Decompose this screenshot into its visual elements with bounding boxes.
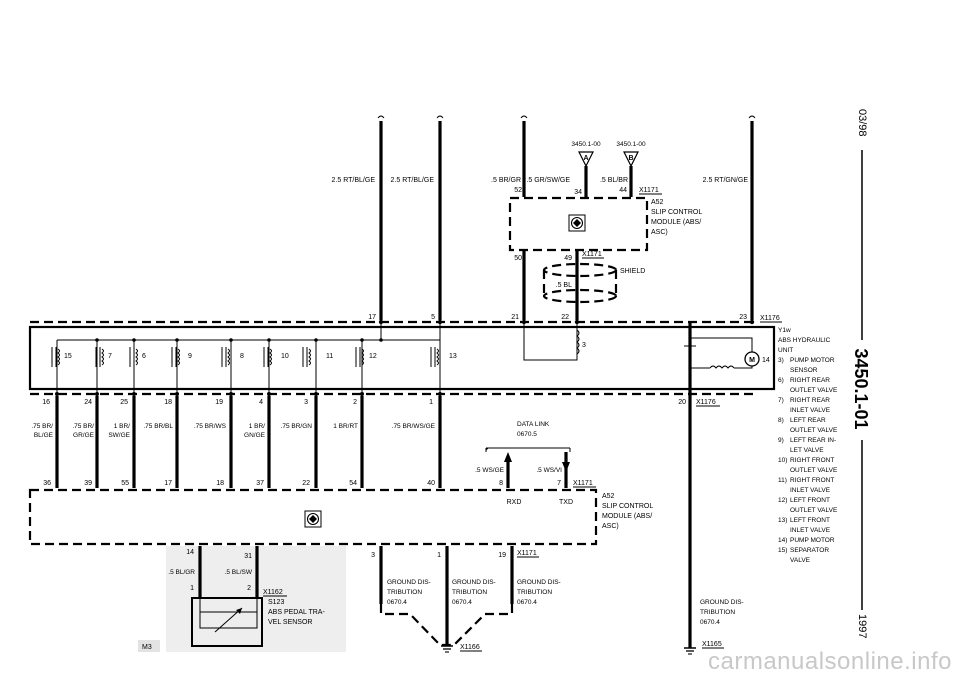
- legend-num: 12): [778, 497, 788, 504]
- module-bottom-line-4: ASC): [602, 523, 619, 530]
- connector-x1171-top: X1171: [639, 187, 659, 194]
- pump-motor-icon: [684, 338, 759, 368]
- pedal-sensor-line-1: S123: [268, 599, 285, 606]
- connector-x1162: X1162: [263, 589, 283, 596]
- right-ground-line-2: TRIBUTION: [700, 609, 736, 616]
- pin-37: 37: [256, 480, 264, 487]
- ground-2-line-3: 0670.4: [452, 599, 472, 606]
- pin-44: 44: [619, 187, 627, 194]
- hydraulic-legend: [778, 357, 838, 564]
- legend-line: LEFT REAR IN-: [790, 437, 837, 444]
- legend-line: SENSOR: [790, 367, 818, 374]
- ground-1-line-1: GROUND DIS-: [387, 579, 431, 586]
- ref-a-letter: A: [583, 155, 589, 162]
- legend-num: 11): [778, 477, 787, 484]
- ground-3-line-3: 0670.4: [517, 599, 537, 606]
- module-bottom-line-1: A52: [602, 493, 615, 500]
- ground-pin-19: 19: [498, 552, 506, 559]
- pin-34: 34: [574, 189, 582, 196]
- wire-label: .75 BR/WS: [193, 423, 226, 430]
- txd-wire-label: .5 WS/VI: [536, 467, 562, 474]
- hydraulic-title-2: ABS HYDRAULIC: [778, 337, 831, 344]
- pedal-wire-2: .5 BL/SW: [224, 569, 252, 576]
- legend-line: OUTLET VALVE: [790, 507, 838, 514]
- legend-line: INLET VALVE: [790, 487, 831, 494]
- module-top-line-4: ASC): [651, 229, 668, 236]
- data-link-line-1: DATA LINK: [517, 421, 550, 428]
- wire-label: GR/GE: [73, 432, 94, 439]
- motor-number: 14: [762, 357, 770, 364]
- ground-1-line-2: TRIBUTION: [387, 589, 423, 596]
- pin-39: 39: [84, 480, 92, 487]
- legend-line: PUMP MOTOR: [790, 537, 835, 544]
- pedal-pin-14: 14: [186, 549, 194, 556]
- pin-18b: 18: [216, 480, 224, 487]
- pin-2: 2: [353, 399, 357, 406]
- ground-symbol-icon: [684, 648, 696, 654]
- data-link: [475, 421, 596, 488]
- pedal-wire-1: .5 BL/GR: [168, 569, 195, 576]
- legend-num: 6): [778, 377, 784, 384]
- pin-22: 22: [561, 314, 569, 321]
- module-bottom-line-2: SLIP CONTROL: [602, 503, 654, 510]
- wire-label: .75 BR/: [31, 423, 53, 430]
- pedal-pin-2: 2: [247, 585, 251, 592]
- valve-15: 15: [64, 353, 72, 360]
- svg-text:M: M: [749, 357, 755, 364]
- txd-pin: 7: [557, 480, 561, 487]
- legend-line: OUTLET VALVE: [790, 387, 838, 394]
- pin-16: 16: [42, 399, 50, 406]
- wire-label: .75 BR/GN: [280, 423, 312, 430]
- ground-distribution: [371, 546, 744, 654]
- legend-num: 15): [778, 547, 788, 554]
- legend-num: 10): [778, 457, 788, 464]
- connector-x1176-top: X1176: [760, 315, 780, 322]
- wire-label: 1 BR/: [113, 423, 130, 430]
- pin-49: 49: [564, 255, 572, 262]
- legend-line: PUMP MOTOR: [790, 357, 835, 364]
- slip-control-module-bottom: [30, 490, 653, 544]
- pin-50: 50: [514, 255, 522, 262]
- wire-label-rt-bl-ge-1: 2.5 RT/BL/GE: [331, 177, 375, 184]
- valve-12: 12: [369, 353, 377, 360]
- ground-pin-1: 1: [437, 552, 441, 559]
- reference-arrows: [571, 141, 646, 197]
- pin-18: 18: [164, 399, 172, 406]
- wire-label: GN/GE: [244, 432, 265, 439]
- pin-17b: 17: [164, 480, 172, 487]
- valve-13: 13: [449, 353, 457, 360]
- legend-line: RIGHT REAR: [790, 397, 830, 404]
- wire-label: 1 BR/RT: [333, 423, 358, 430]
- valve-8: 8: [240, 353, 244, 360]
- module-bottom-line-3: MODULE (ABS/: [602, 513, 653, 520]
- legend-line: OUTLET VALVE: [790, 427, 838, 434]
- wire-label: .75 BR/: [72, 423, 94, 430]
- legend-num: 9): [778, 437, 784, 444]
- wire-label: SW/GE: [108, 432, 130, 439]
- connector-x1166: X1166: [460, 644, 480, 651]
- rxd-wire-label: .5 WS/GE: [475, 467, 504, 474]
- shield-label: SHIELD: [620, 268, 646, 275]
- wire-label: .75 BR/WS/GE: [391, 423, 435, 430]
- pin-5: 5: [431, 314, 435, 321]
- legend-line: INLET VALVE: [790, 407, 831, 414]
- ground-2-line-2: TRIBUTION: [452, 589, 488, 596]
- legend-line: LEFT FRONT: [790, 497, 830, 504]
- watermark: carmanualsonline.info: [708, 648, 952, 675]
- pin-54: 54: [349, 480, 357, 487]
- wire-label: BL/GE: [33, 432, 53, 439]
- wire-label-bl-br: .5 BL/BR: [599, 177, 628, 184]
- connector-x1171-data: X1171: [573, 480, 593, 487]
- connector-x1171-shield: X1171: [582, 251, 602, 258]
- txd-arrow-icon: [562, 462, 570, 472]
- page-tag: M3: [142, 644, 152, 651]
- legend-line: RIGHT FRONT: [790, 477, 835, 484]
- module-top-line-2: SLIP CONTROL: [651, 209, 703, 216]
- side-date: 03/98: [856, 109, 868, 137]
- legend-num: 7): [778, 397, 784, 404]
- pin-23: 23: [739, 314, 747, 321]
- valve-7: 7: [108, 353, 112, 360]
- wire-label-bl: .5 BL: [555, 282, 572, 289]
- rxd-pin: 8: [499, 480, 503, 487]
- module-top-line-3: MODULE (ABS/: [651, 219, 702, 226]
- legend-line: LEFT REAR: [790, 417, 826, 424]
- wire-label: 1 BR/: [248, 423, 265, 430]
- legend-line: LET VALVE: [790, 447, 824, 454]
- legend-num: 13): [778, 517, 788, 524]
- ground-pin-3: 3: [371, 552, 375, 559]
- ground-1-line-3: 0670.4: [387, 599, 407, 606]
- valve-6: 6: [142, 353, 146, 360]
- ground-3-line-1: GROUND DIS-: [517, 579, 561, 586]
- connector-x1165: X1165: [702, 641, 722, 648]
- ref-b-label: 3450.1-00: [616, 141, 646, 148]
- pedal-pin-31: 31: [244, 553, 252, 560]
- pin-3: 3: [304, 399, 308, 406]
- data-link-line-2: 0670.5: [517, 431, 537, 438]
- pin-40: 40: [427, 480, 435, 487]
- legend-line: VALVE: [790, 557, 810, 564]
- slip-control-module-top: [510, 177, 702, 324]
- pin-52: 52: [514, 187, 522, 194]
- pedal-sensor-line-2: ABS PEDAL TRA-: [268, 609, 325, 616]
- valve-9: 9: [188, 353, 192, 360]
- sensor-number: 3: [582, 342, 586, 349]
- txd-label: TXD: [559, 499, 573, 506]
- side-year: 1997: [856, 614, 868, 639]
- legend-num: 14): [778, 537, 788, 544]
- hydraulic-title-1: Y1w: [778, 327, 791, 334]
- valve-10: 10: [281, 353, 289, 360]
- pin-24: 24: [84, 399, 92, 406]
- ref-a-label: 3450.1-00: [571, 141, 601, 148]
- legend-num: 3): [778, 357, 784, 364]
- pin-22b: 22: [302, 480, 310, 487]
- hydraulic-title-3: UNIT: [778, 347, 794, 354]
- legend-line: RIGHT REAR: [790, 377, 830, 384]
- ground-symbol-icon: [441, 646, 453, 652]
- pin-36: 36: [43, 480, 51, 487]
- connector-x1171-ground: X1171: [517, 550, 537, 557]
- wire-label-gr-sw-ge: .5 GR/SW/GE: [526, 177, 570, 184]
- pin-55: 55: [121, 480, 129, 487]
- pin-17: 17: [368, 314, 376, 321]
- module-icon: [569, 215, 585, 231]
- module-top-line-1: A52: [651, 199, 664, 206]
- legend-line: RIGHT FRONT: [790, 457, 835, 464]
- ground-3-line-2: TRIBUTION: [517, 589, 553, 596]
- pin-19: 19: [215, 399, 223, 406]
- pedal-travel-sensor: [138, 546, 346, 652]
- side-doc-number: 3450.1-01: [851, 348, 871, 430]
- pedal-sensor-line-3: VEL SENSOR: [268, 619, 313, 626]
- legend-line: OUTLET VALVE: [790, 467, 838, 474]
- wire-label-rt-gn-ge: 2.5 RT/GN/GE: [702, 177, 748, 184]
- middle-wires: [31, 322, 720, 648]
- pin-1: 1: [429, 399, 433, 406]
- rxd-label: RXD: [506, 499, 522, 506]
- legend-line: INLET VALVE: [790, 527, 831, 534]
- right-ground-line-1: GROUND DIS-: [700, 599, 744, 606]
- hydraulic-unit: [30, 315, 838, 564]
- ground-2-line-1: GROUND DIS-: [452, 579, 496, 586]
- ref-b-letter: B: [628, 155, 634, 162]
- pin-21: 21: [511, 314, 519, 321]
- wire-label: .75 BR/BL: [143, 423, 173, 430]
- module-icon: [305, 511, 321, 527]
- wire-label-br-gr: .5 BR/GR: [491, 177, 521, 184]
- legend-line: SEPARATOR: [790, 547, 830, 554]
- connector-x1176-bottom: X1176: [696, 399, 716, 406]
- legend-num: 8): [778, 417, 784, 424]
- pin-25: 25: [120, 399, 128, 406]
- pin-4: 4: [259, 399, 263, 406]
- wire-label-rt-bl-ge-2: 2.5 RT/BL/GE: [390, 177, 434, 184]
- pedal-pin-1: 1: [190, 585, 194, 592]
- right-ground-line-3: 0670.4: [700, 619, 720, 626]
- internal-wiring: [57, 322, 440, 394]
- legend-line: LEFT FRONT: [790, 517, 830, 524]
- pin-20: 20: [678, 399, 686, 406]
- valve-11: 11: [326, 353, 334, 360]
